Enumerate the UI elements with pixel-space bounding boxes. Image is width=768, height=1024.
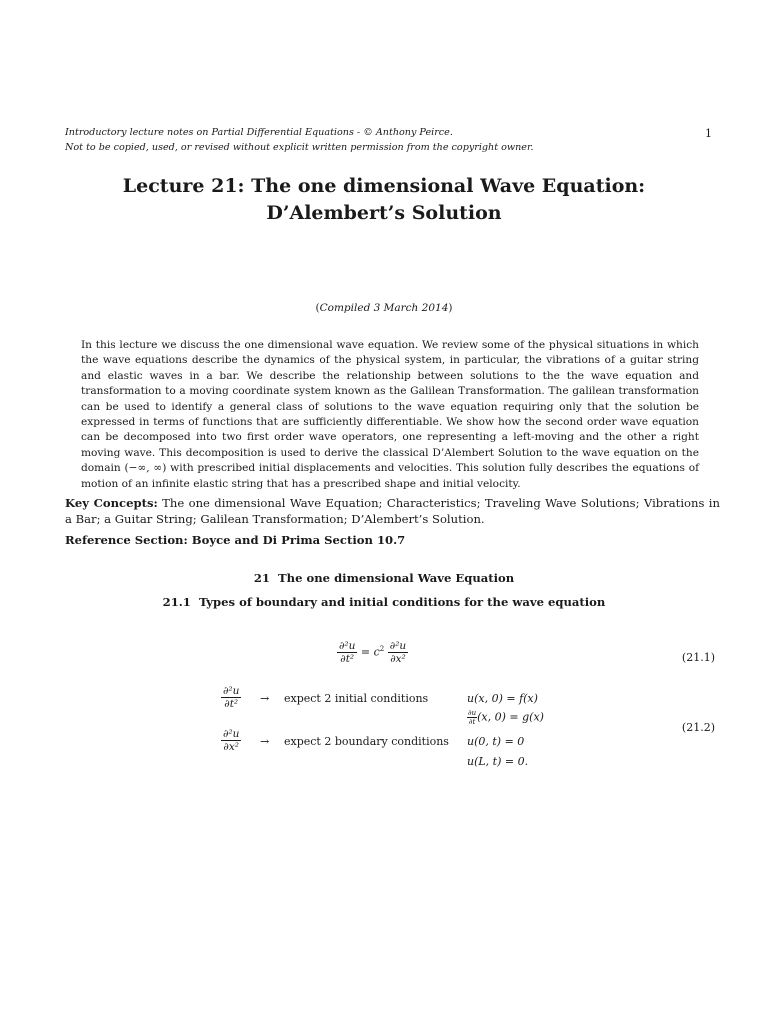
eq2-row2-denominator: ∂x² [223, 741, 239, 753]
eq1-coefficient-exponent: 2 [379, 644, 385, 653]
eq2-row1-denominator: ∂t² [224, 698, 239, 710]
lecture-title-line1: Lecture 21: The one dimensional Wave Equation: [122, 175, 646, 197]
equation-21-1-label: (21.1) [681, 651, 715, 664]
subsection-heading [0, 595, 768, 609]
page-number: 1 [705, 127, 712, 140]
eq2-row2-numerator: ∂²u [223, 728, 240, 740]
subsection-number: 21.1 [162, 595, 191, 609]
eq2-row2-arrow: → [260, 735, 270, 748]
compiled-date [0, 302, 768, 314]
section-title: The one dimensional Wave Equation [278, 571, 515, 585]
equation-21-1 [337, 640, 408, 665]
compiled-close: ) [448, 302, 453, 314]
header-permission-line: Not to be copied, used, or revised without explicit written permission from the copyright owner. [65, 142, 534, 153]
eq1-coefficient: c [373, 645, 380, 659]
eq2-boundary-condition-2: u(L, t) = 0. [467, 755, 529, 768]
eq1-lhs-denominator: ∂t² [340, 653, 355, 665]
subsection-title: Types of boundary and initial conditions for the wave equation [198, 595, 606, 609]
section-heading [0, 571, 768, 585]
eq2-row1-fraction [221, 685, 241, 710]
eq2-cond2-fraction [467, 709, 477, 726]
reference-section: Reference Section: Boyce and Di Prima Section 10.7 [65, 533, 406, 547]
equation-21-2-label: (21.2) [681, 721, 715, 734]
eq1-equals: = [360, 645, 371, 659]
eq2-cond2-denominator: ∂t [468, 718, 476, 726]
header-copyright-line: Introductory lecture notes on Partial Differential Equations - © Anthony Peirce. [65, 127, 453, 138]
key-concepts [65, 495, 720, 527]
eq2-cond2-numerator: ∂u [468, 709, 477, 717]
eq1-rhs-numerator: ∂²u [389, 640, 407, 652]
lecture-title-line2: D’Alembert’s Solution [266, 202, 502, 224]
eq2-row1-numerator: ∂²u [223, 685, 240, 697]
eq2-row1-operator [221, 685, 241, 710]
eq2-row1-text: expect 2 initial conditions [284, 692, 429, 705]
eq1-lhs-numerator: ∂²u [339, 640, 356, 652]
eq1-rhs-denominator: ∂x² [390, 653, 406, 665]
eq2-row1-arrow: → [260, 692, 270, 705]
key-concepts-label: Key Concepts: [65, 496, 158, 510]
eq2-row2-text: expect 2 boundary conditions [284, 735, 449, 748]
eq2-boundary-condition-1: u(0, t) = 0 [467, 735, 525, 748]
eq2-row2-fraction [221, 728, 241, 753]
abstract-paragraph: In this lecture we discuss the one dimensional wave equation. We review some of the physical situations in which the wave equations describe the dynamics of the physical system, in particular, the vibrations of a guitar string and elastic waves in a bar. We describe the relationship between solutions to the the wave equation and transformation to a moving coordinate system known as the Galilean Transformation. The galilean transformation can be used to identify a general class of solutions to the wave equation requiring only that the solution be expressed in terms of functions that are sufficiently differentiable. We show how the second order wave equation can be decomposed into two first order wave operators, one representing a left-moving and the other a right moving wave. This decomposition is used to derive the classical D’Alembert Solution to the wave equation on the domain (−∞, ∞) with prescribed initial displacements and velocities. This solution fully describes the equations of motion of an infinite elastic string that has a prescribed shape and initial velocity. [81, 339, 699, 490]
compiled-text: Compiled 3 March 2014 [319, 302, 449, 314]
eq2-cond2-rest: (x, 0) = g(x) [477, 710, 544, 724]
eq2-row2-operator [221, 728, 241, 753]
eq1-lhs-fraction [337, 640, 357, 665]
eq2-initial-condition-2 [467, 709, 544, 726]
eq1-rhs-fraction [388, 640, 408, 665]
key-concepts-text: The one dimensional Wave Equation; Characteristics; Traveling Wave Solutions; Vibrations in a Bar; a Guitar String; Galilean Transformation; D’Alembert’s Solution. [65, 496, 720, 526]
section-number: 21 [253, 571, 270, 585]
eq2-initial-condition-1: u(x, 0) = f(x) [467, 692, 538, 705]
compiled-open: ( [315, 302, 320, 314]
